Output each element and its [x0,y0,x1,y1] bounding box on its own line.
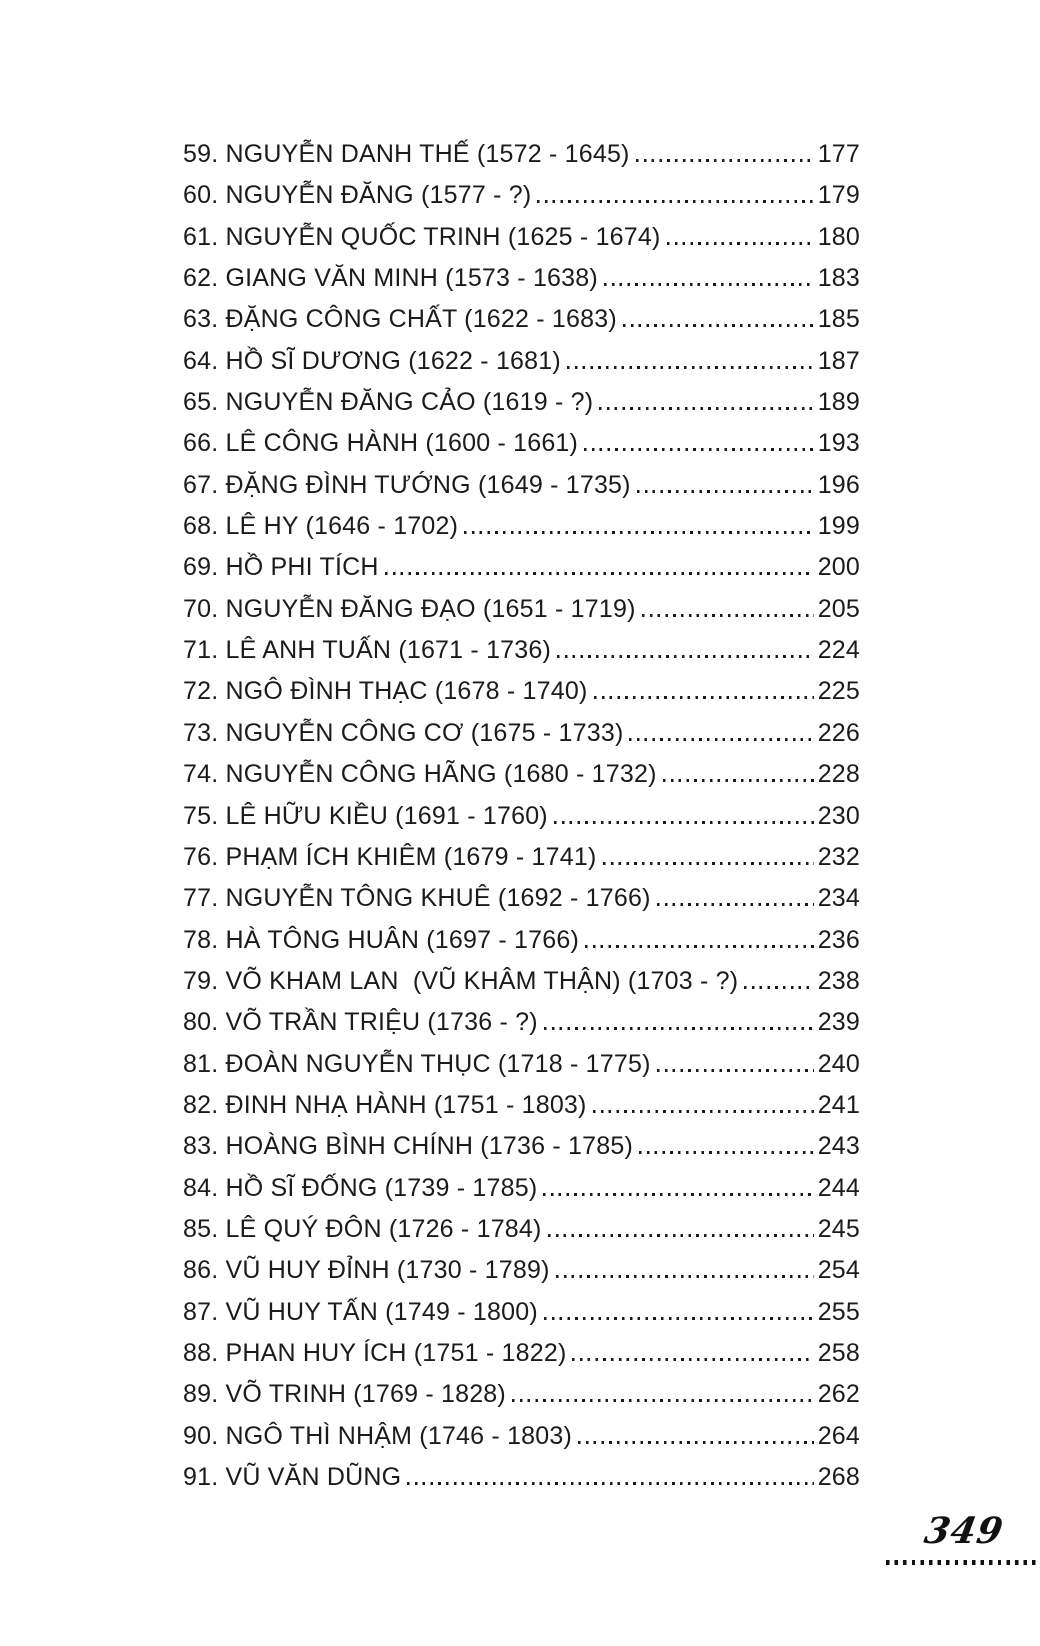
toc-entry-page: 193 [817,429,860,458]
toc-entry-label: 80. VÕ TRẦN TRIỆU (1736 - ?) [183,1008,538,1037]
dot-leader [544,1027,814,1030]
toc-entry-page: 245 [817,1214,860,1243]
toc-entry [183,382,860,423]
dot-leader [663,779,814,782]
dot-leader [667,242,814,245]
toc-entry [183,1002,860,1043]
toc-entry [183,1250,860,1291]
dot-leader [593,1110,814,1113]
toc-entry-page: 224 [817,636,860,665]
dot-leader [567,366,814,369]
page-footer [820,1508,1040,1578]
toc-entry-label: 64. HỒ SĨ DƯƠNG (1622 - 1681) [183,346,561,375]
dot-leader [603,862,814,865]
toc-entry-page: 234 [817,884,860,913]
toc-entry-label: 86. VŨ HUY ĐỈNH (1730 - 1789) [183,1256,550,1285]
dot-leader [543,1193,813,1196]
toc-entry [183,1416,860,1457]
toc-entry-page: 254 [817,1256,860,1285]
toc-entry-page: 180 [817,222,860,251]
dot-leader [554,821,814,824]
dot-leader [537,200,813,203]
toc-entry [183,837,860,878]
toc-entry-page: 243 [817,1132,860,1161]
toc-entry [183,1292,860,1333]
dot-leader [548,1234,814,1237]
dot-leader [407,1482,813,1485]
toc-entry-label: 78. HÀ TÔNG HUÂN (1697 - 1766) [183,925,579,954]
toc-entry-label: 60. NGUYỄN ĐĂNG (1577 - ?) [183,181,532,210]
toc-entry-label: 67. ĐẶNG ĐÌNH TƯỚNG (1649 - 1735) [183,470,631,499]
dot-leader [657,903,814,906]
dot-leader [584,448,814,451]
toc-entry-label: 88. PHAN HUY ÍCH (1751 - 1822) [183,1338,567,1367]
dot-leader [642,614,814,617]
dot-leader [578,1441,814,1444]
toc-entry [183,134,860,175]
toc-entry-label: 84. HỒ SĨ ĐỐNG (1739 - 1785) [183,1173,538,1202]
toc-entry [183,920,860,961]
toc-entry-label: 69. HỒ PHI TÍCH [183,553,379,582]
toc-entry-page: 239 [817,1008,860,1037]
toc-entry-page: 177 [817,140,860,168]
toc-entry-label: 65. NGUYỄN ĐĂNG CẢO (1619 - ?) [183,388,594,417]
dot-leader [637,490,814,493]
dot-leader [594,696,814,699]
toc-entry-page: 226 [817,718,860,747]
toc-entry-page: 244 [817,1173,860,1202]
toc-entry-label: 66. LÊ CÔNG HÀNH (1600 - 1661) [183,429,579,458]
toc-entry-label: 89. VÕ TRINH (1769 - 1828) [183,1380,506,1409]
toc-entry-label: 68. LÊ HY (1646 - 1702) [183,512,459,541]
toc-entry-page: 187 [817,346,860,375]
toc-entry-page: 238 [817,966,860,995]
toc-entry [183,258,860,299]
toc-entry [183,796,860,837]
toc-entry [183,1168,860,1209]
toc-entry-label: 74. NGUYỄN CÔNG HÃNG (1680 - 1732) [183,760,657,789]
toc-entry-label: 77. NGUYỄN TÔNG KHUÊ (1692 - 1766) [183,884,651,913]
toc-entry-page: 199 [817,512,860,541]
toc-entry-page: 189 [817,388,860,417]
toc-entry-label: 83. HOÀNG BÌNH CHÍNH (1736 - 1785) [183,1132,634,1161]
toc-entry-page: 185 [817,305,860,334]
toc-entry-page: 241 [817,1090,860,1119]
dot-leader [385,572,814,575]
toc-entry-page: 240 [817,1049,860,1078]
dot-leader [604,283,814,286]
toc-entry-label: 62. GIANG VĂN MINH (1573 - 1638) [183,264,598,293]
toc-entry-label: 75. LÊ HỮU KIỀU (1691 - 1760) [183,801,548,830]
toc-entry [183,1209,860,1250]
toc-entry [183,341,860,382]
toc-entry-label: 79. VÕ KHAM LAN (VŨ KHÂM THẬN) (1703 - ?) [183,966,739,995]
toc-entry [183,1457,860,1498]
toc-entry-page: 228 [817,760,860,789]
toc-entry-label: 76. PHẠM ÍCH KHIÊM (1679 - 1741) [183,842,597,871]
toc-entry [183,1126,860,1167]
dot-leader [464,531,814,534]
toc-list [183,134,860,1498]
toc-entry-page: 200 [817,553,860,582]
toc-entry [183,506,860,547]
toc-entry-page: 268 [817,1463,860,1491]
toc-entry-page: 183 [817,264,860,293]
toc-entry-label: 81. ĐOÀN NGUYỄN THỤC (1718 - 1775) [183,1049,651,1078]
toc-entry [183,1085,860,1126]
toc-entry [183,175,860,216]
toc-entry [183,713,860,754]
dot-leader [512,1399,814,1402]
toc-entry [183,1374,860,1415]
toc-entry-page: 262 [817,1380,860,1409]
toc-entry-label: 61. NGUYỄN QUỐC TRINH (1625 - 1674) [183,222,661,251]
toc-entry-label: 59. NGUYỄN DANH THẾ (1572 - 1645) [183,140,630,168]
toc-entry-label: 85. LÊ QUÝ ĐÔN (1726 - 1784) [183,1214,542,1243]
toc-entry [183,961,860,1002]
toc-entry [183,878,860,919]
dot-leader [657,1069,814,1072]
toc-entry-label: 70. NGUYỄN ĐĂNG ĐẠO (1651 - 1719) [183,594,636,623]
dot-leader [639,1151,814,1154]
toc-entry-label: 90. NGÔ THÌ NHẬM (1746 - 1803) [183,1421,573,1450]
toc-entry-page: 179 [817,181,860,210]
dot-leader [544,1317,814,1320]
toc-entry-label: 87. VŨ HUY TẤN (1749 - 1800) [183,1297,538,1326]
dot-leader [585,945,814,948]
toc-entry [183,1333,860,1374]
toc-entry-label: 91. VŨ VĂN DŨNG [183,1463,402,1491]
toc-entry-page: 258 [817,1338,860,1367]
toc-entry [183,465,860,506]
dot-leader [599,407,813,410]
dot-leader [556,1275,814,1278]
toc-entry [183,547,860,588]
toc-entry [183,671,860,712]
toc-entry [183,423,860,464]
toc-entry-label: 71. LÊ ANH TUẤN (1671 - 1736) [183,636,552,665]
toc-entry [183,1044,860,1085]
toc-entry-label: 72. NGÔ ĐÌNH THẠC (1678 - 1740) [183,677,588,706]
footer-dotted-line [886,1560,1040,1565]
toc-entry-page: 264 [817,1421,860,1450]
toc-entry-page: 196 [817,470,860,499]
toc-entry-page: 230 [817,801,860,830]
footer-page-number: 349 [921,1510,1007,1552]
dot-leader [636,159,814,162]
dot-leader [744,986,813,989]
toc-entry-page: 205 [817,594,860,623]
dot-leader [557,655,814,658]
toc-entry-label: 63. ĐẶNG CÔNG CHẤT (1622 - 1683) [183,305,617,334]
toc-entry-label: 82. ĐINH NHẠ HÀNH (1751 - 1803) [183,1090,587,1119]
toc-entry-page: 232 [817,842,860,871]
toc-entry [183,754,860,795]
dot-leader [623,324,814,327]
toc-entry [183,589,860,630]
toc-entry-label: 73. NGUYỄN CÔNG CƠ (1675 - 1733) [183,718,624,747]
dot-leader [629,738,813,741]
toc-entry [183,217,860,258]
toc-entry-page: 255 [817,1297,860,1326]
dot-leader [572,1358,813,1361]
toc-entry [183,630,860,671]
toc-entry-page: 236 [817,925,860,954]
toc-entry [183,299,860,340]
toc-entry-page: 225 [817,677,860,706]
